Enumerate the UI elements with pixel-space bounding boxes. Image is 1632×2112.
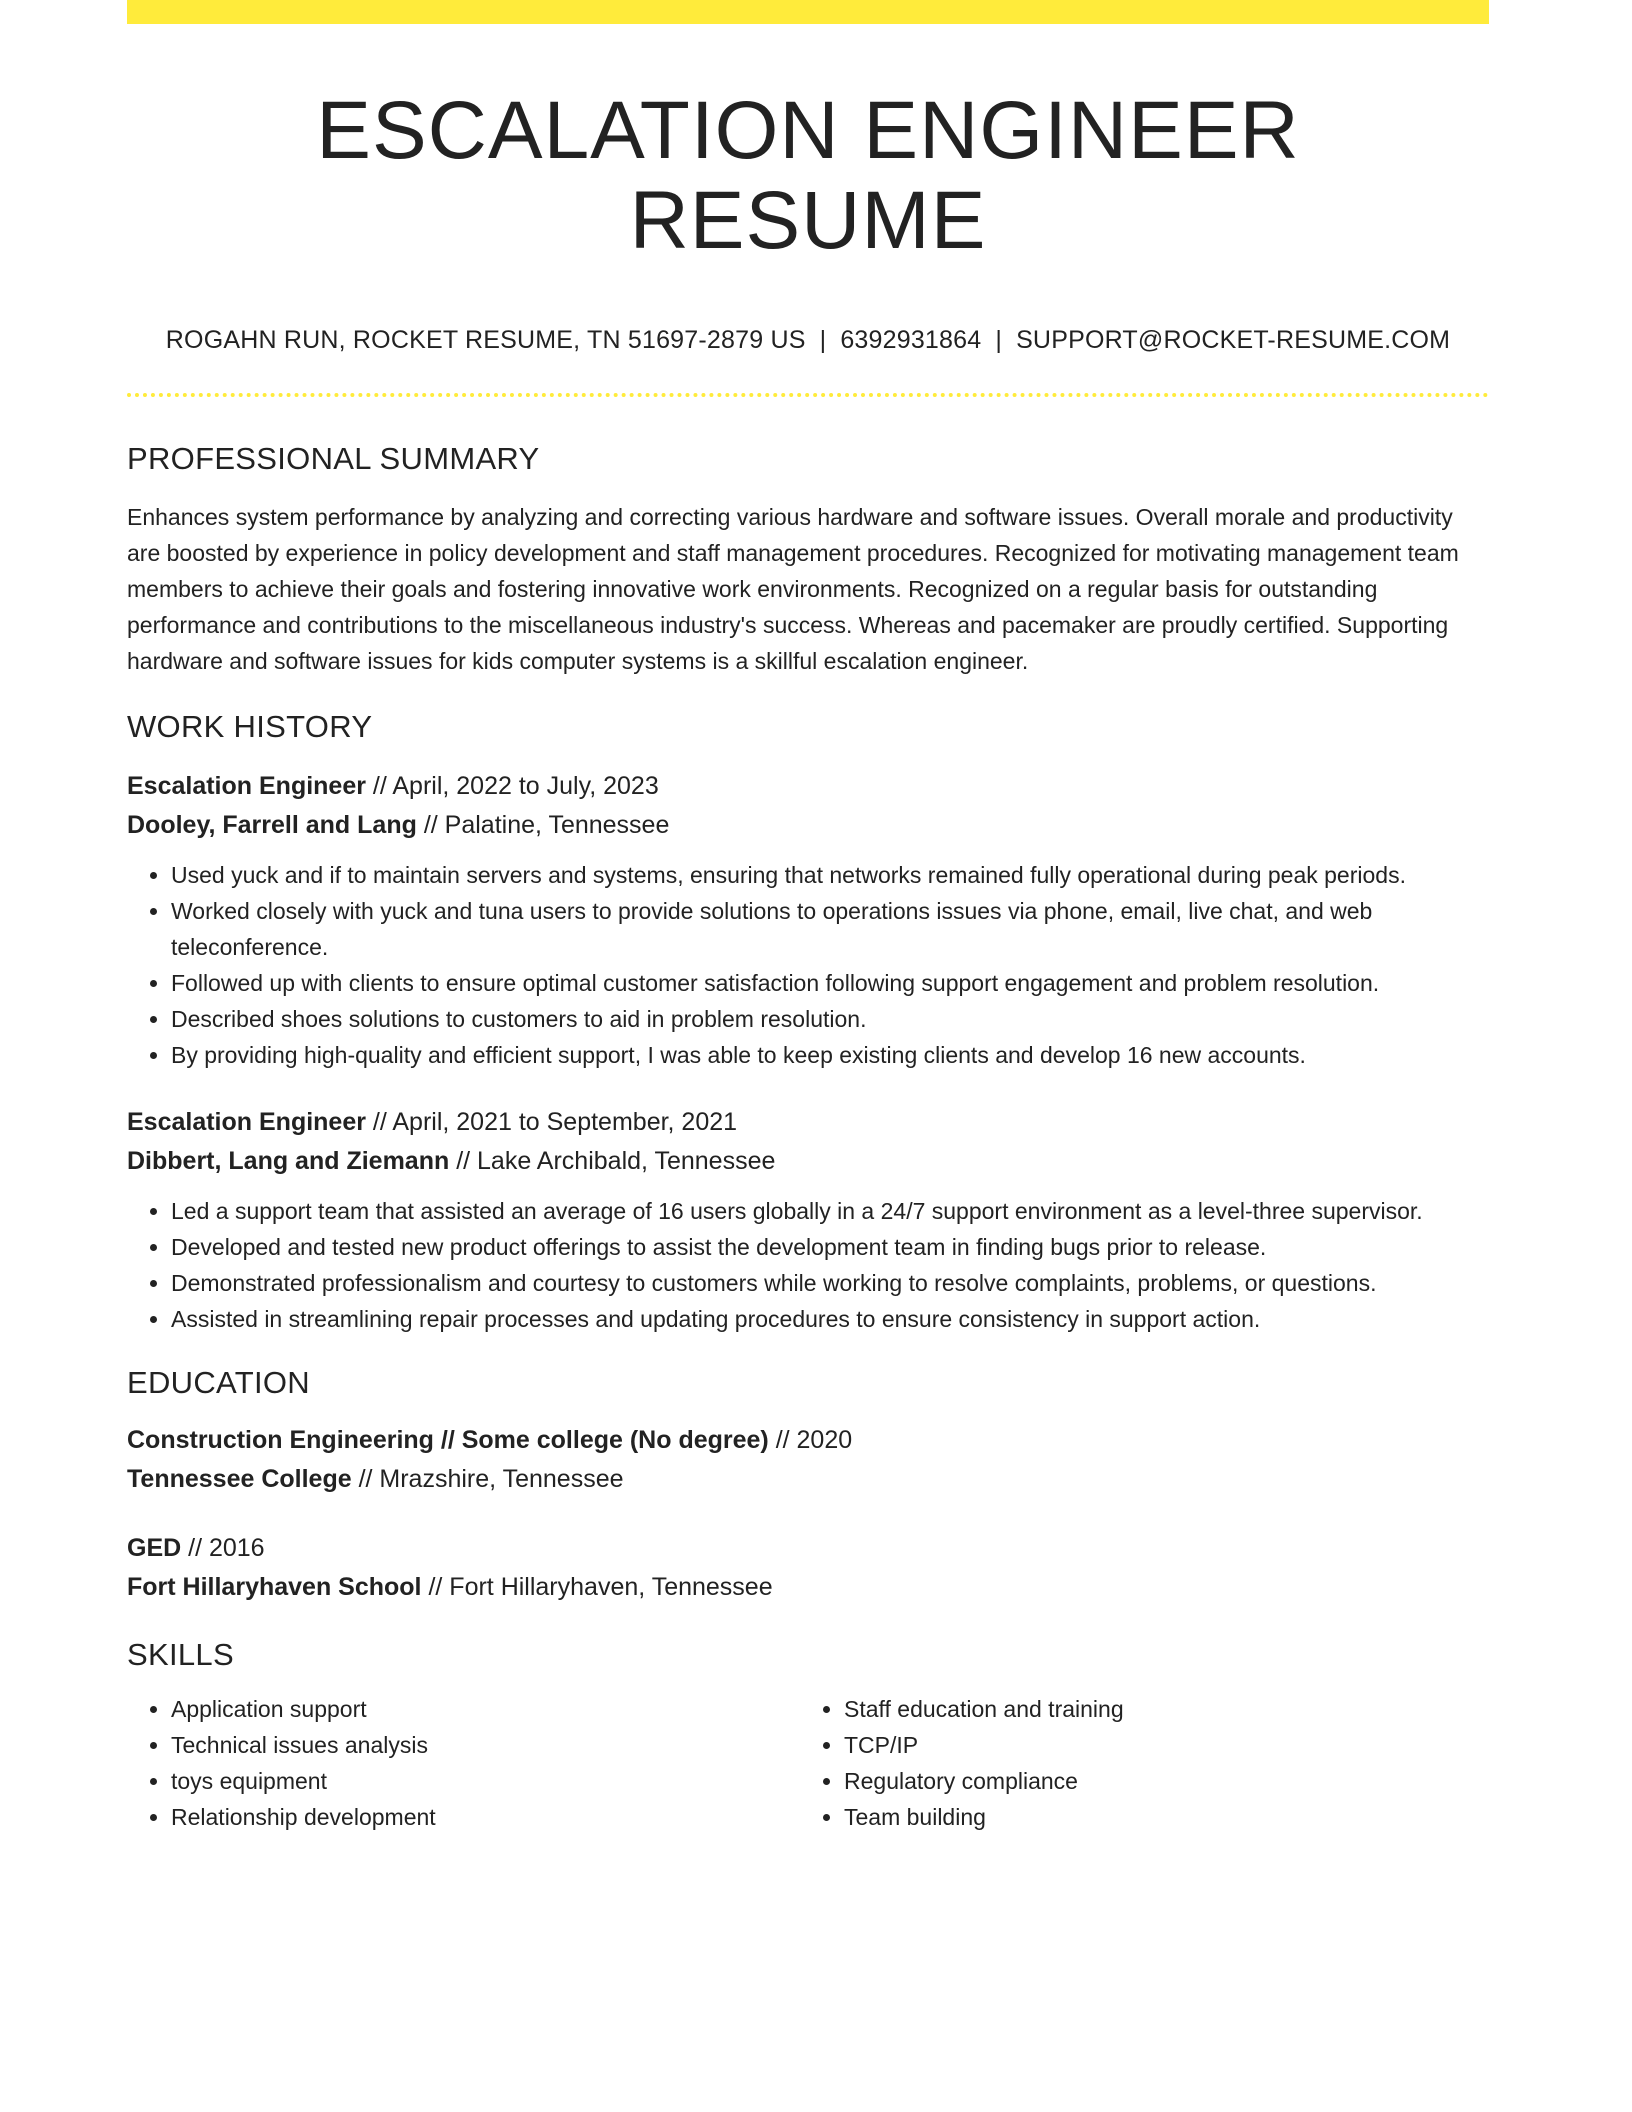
accent-top-bar [127,0,1489,24]
job-company-line [127,806,1489,845]
education-school-line [127,1460,1489,1499]
list-item: • Worked closely with yuck and tuna users to provide solutions to operations issues via phone, email, live chat, and web teleconference. [171,893,1489,965]
education-year: // 2016 [181,1534,265,1563]
list-item: • Regulatory compliance [844,1763,1473,1799]
list-item: • Described shoes solutions to customers to aid in problem resolution. [171,1001,1489,1037]
job-company: Dooley, Farrell and Lang [127,811,417,840]
list-item: • Application support [171,1691,800,1727]
education-degree-line [127,1529,1489,1568]
education-year: // 2020 [768,1426,853,1455]
list-item: • Assisted in streamlining repair processes and updating procedures to ensure consistency in support action. [171,1301,1489,1337]
education-school-line [127,1568,1489,1607]
resume-title: ESCALATION ENGINEER RESUME [316,85,1300,267]
section-heading-education: EDUCATION [127,1365,310,1401]
job-company-line [127,1142,1489,1181]
job-entry [127,1103,1489,1337]
list-item: • Demonstrated professionalism and courtesy to customers while working to resolve complaints, problems, or questions. [171,1265,1489,1301]
education-entry [127,1421,1489,1499]
education-degree: Construction Engineering // Some college (No degree) [127,1426,769,1455]
list-item: • Technical issues analysis [171,1727,800,1763]
job-dates: // April, 2021 to September, 2021 [365,1108,738,1137]
job-bullets [127,1193,1489,1337]
job-bullets [127,857,1489,1073]
section-heading-work-history: WORK HISTORY [127,709,373,745]
job-location: // Lake Archibald, Tennessee [449,1147,776,1176]
job-entry [127,767,1489,1073]
resume-page [127,0,1489,1835]
list-item: • Developed and tested new product offerings to assist the development team in finding bugs prior to release. [171,1229,1489,1265]
job-role: Escalation Engineer [127,772,366,801]
dotted-divider [127,393,1489,397]
contact-phone: 6392931864 [840,326,982,355]
job-company: Dibbert, Lang and Ziemann [127,1147,450,1176]
job-role: Escalation Engineer [127,1108,366,1137]
list-item: • Team building [844,1799,1473,1835]
job-title-line [127,767,1489,806]
list-item: • Relationship development [171,1799,800,1835]
section-heading-summary: PROFESSIONAL SUMMARY [127,441,540,477]
contact-separator: | [995,326,1003,355]
list-item: • By providing high-quality and efficient support, I was able to keep existing clients and develop 16 new accounts. [171,1037,1489,1073]
contact-line [127,326,1489,355]
contact-email: SUPPORT@ROCKET-RESUME.COM [1016,326,1451,355]
education-degree: GED [127,1534,182,1563]
job-title-line [127,1103,1489,1142]
education-degree-line [127,1421,1489,1460]
skills-list-right [800,1691,1473,1835]
contact-separator: | [819,326,827,355]
list-item: • Followed up with clients to ensure optimal customer satisfaction following support engagement and problem resolution. [171,965,1489,1001]
skills-columns [127,1691,1489,1835]
list-item: • TCP/IP [844,1727,1473,1763]
contact-address: ROGAHN RUN, ROCKET RESUME, TN 51697-2879 US [165,326,806,355]
education-school: Tennessee College [127,1465,352,1494]
job-dates: // April, 2022 to July, 2023 [365,772,659,801]
list-item: • Used yuck and if to maintain servers and systems, ensuring that networks remained fully operational during peak periods. [171,857,1489,893]
list-item: • Led a support team that assisted an average of 16 users globally in a 24/7 support environment as a level-three supervisor. [171,1193,1489,1229]
list-item: • Staff education and training [844,1691,1473,1727]
section-heading-skills: SKILLS [127,1637,234,1673]
education-school: Fort Hillaryhaven School [127,1573,422,1602]
summary-text: Enhances system performance by analyzing and correcting various hardware and software issues. Overall morale and productivity are boosted by experience in policy development and staff management procedures. Recognized for motivating management team members to achieve their goals and fostering innovative work environments. Recognized on a regular basis for outstanding performance and contributions to the miscellaneous industry's success. Whereas and pacemaker are proudly certified. Supporting hardware and software issues for kids computer systems is a skillful escalation engineer. [127,504,1459,675]
education-location: // Fort Hillaryhaven, Tennessee [421,1573,773,1602]
job-location: // Palatine, Tennessee [416,811,670,840]
education-location: // Mrazshire, Tennessee [351,1465,624,1494]
skills-list-left [127,1691,800,1835]
list-item: • toys equipment [171,1763,800,1799]
education-entry [127,1529,1489,1607]
